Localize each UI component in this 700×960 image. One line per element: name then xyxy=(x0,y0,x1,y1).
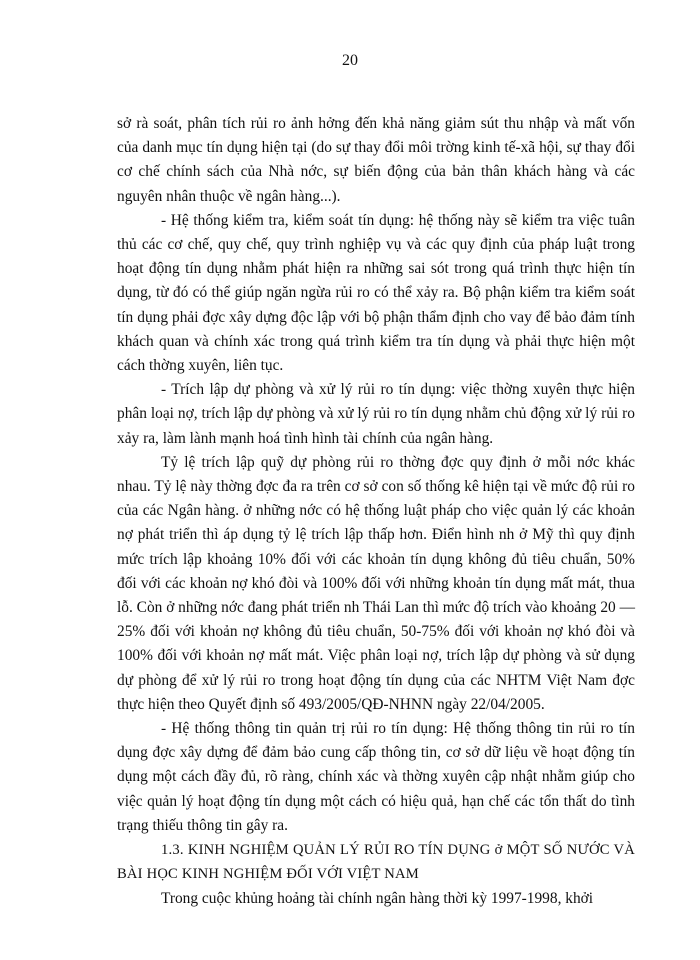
paragraph-information-system: - Hệ thống thông tin quản trị rủi ro tín dụng: Hệ thống thông tin rủi ro tín dụng đợc xây dựng để đảm bảo cung cấp thông tin, cơ sở dữ liệu về hoạt động tín dụng một cách đầy đủ, rõ ràng, chính xác và thờng xuyên cập nhật nhằm giúp cho việc quản lý hoạt động tín dụng một cách có hiệu quả, hạn chế các tổn thất do tình trạng thiếu thông tin gây ra. xyxy=(117,720,635,834)
page-body xyxy=(117,112,635,911)
paragraph-credit-inspection: - Hệ thống kiểm tra, kiểm soát tín dụng: hệ thống này sẽ kiểm tra việc tuân thủ các cơ chế, quy chế, quy trình nghiệp vụ và các quy định của pháp luật trong hoạt động tín dụng nhằm phát hiện ra những sai sót trong quá trình thực hiện tín dụng, từ đó có thể giúp ngăn ngừa rủi ro có thể xảy ra. Bộ phận kiểm tra kiểm soát tín dụng phải đợc xây dựng độc lập với bộ phận thẩm định cho vay để bảo đảm tính khách quan và chính xác trong quá trình kiểm tra tín dụng và phải thực hiện một cách thờng xuyên, liên tục. xyxy=(117,211,635,375)
paragraph-provision-ratio: Tỷ lệ trích lập quỹ dự phòng rủi ro thờng đợc quy định ở mỗi nớc khác nhau. Tỷ lệ này thờng đợc đa ra trên cơ sở con số thống kê hiện tại về mức độ rủi ro của các Ngân hàng. ở những nớc có hệ thống luật pháp cho việc quản lý các khoản nợ phát triển thì áp dụng tỷ lệ trích lập thấp hơn. Điển hình nh ở Mỹ thì quy định mức trích lập khoảng 10% đối với các khoản tín dụng không đủ tiêu chuẩn, 50% đối với các khoản nợ khó đòi và 100% đối với những khoản tín dụng mất mát, thua lỗ. Còn ở những nớc đang phát triển nh Thái Lan thì mức độ trích vào khoảng 20 — 25% đối với khoản nợ không đủ tiêu chuẩn, 50-75% đối với khoản nợ khó đòi và 100% đối với khoản nợ mất mát. Việc phân loại nợ, trích lập dự phòng và sử dụng dự phòng để xử lý rủi ro trong hoạt động tín dụng của các NHTM Việt Nam đợc thực hiện theo Quyết định số 493/2005/QĐ-NHNN ngày 22/04/2005. xyxy=(117,453,635,713)
page-number: 20 xyxy=(342,52,358,69)
paragraph-final: Trong cuộc khủng hoảng tài chính ngân hàng thời kỳ 1997-1998, khởi xyxy=(161,889,594,907)
paragraph-continued: sở rà soát, phân tích rủi ro ảnh hởng đến khả năng giảm sút thu nhập và mất vốn của danh mục tín dụng hiện tại (do sự thay đổi môi trờng kinh tế-xã hội, sự thay đổi cơ chế chính sách của Nhà nớc, sự biến động của bản thân khách hàng và các nguyên nhân thuộc về ngân hàng...). xyxy=(117,115,635,205)
section-heading: 1.3. KINH NGHIỆM QUẢN LÝ RỦI RO TÍN DỤNG ở MỘT SỐ NƯỚC VÀ BÀI HỌC KINH NGHIỆM ĐỐI VỚI VIỆT NAM xyxy=(117,842,635,883)
paragraph-provisioning: - Trích lập dự phòng và xử lý rủi ro tín dụng: việc thờng xuyên thực hiện phân loại nợ, trích lập dự phòng và xử lý rủi ro tín dụng nhằm chủ động xử lý rủi ro xảy ra, làm lành mạnh hoá tình hình tài chính của ngân hàng. xyxy=(117,381,635,447)
